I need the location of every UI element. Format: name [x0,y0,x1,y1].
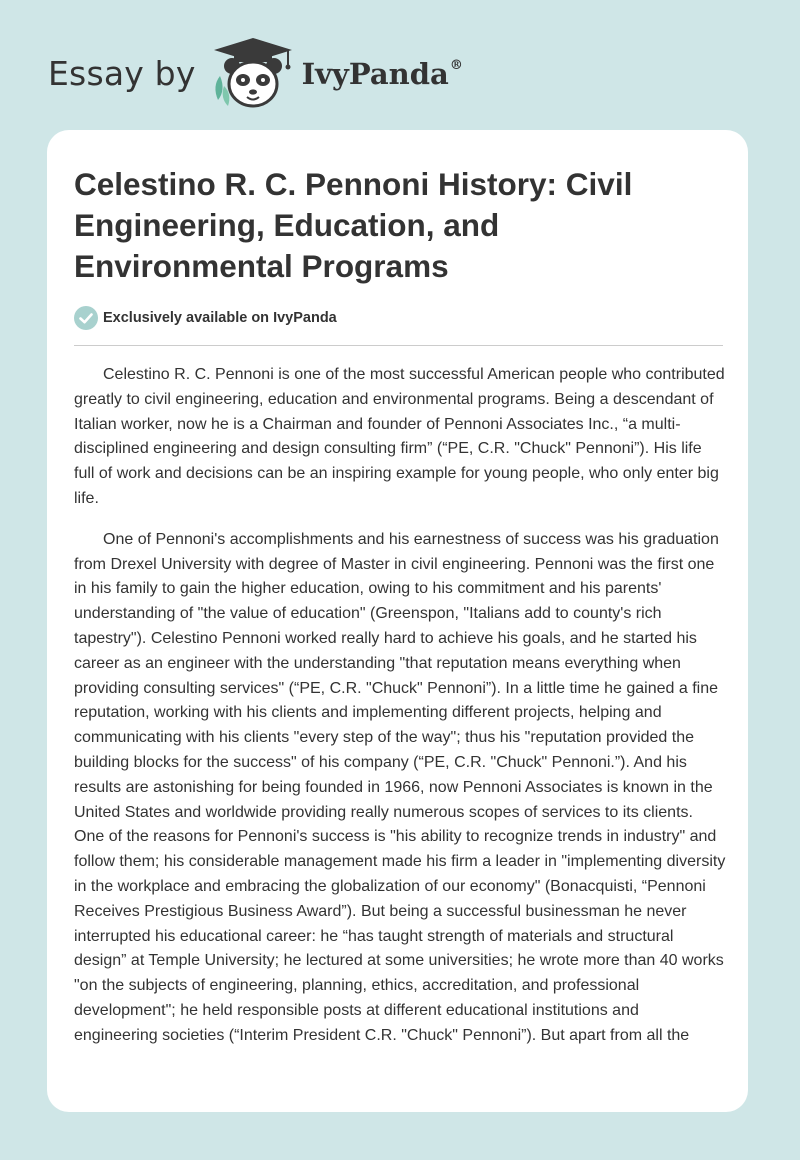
registered-mark: ® [449,58,463,74]
essay-body [74,363,726,1065]
essay-by-label: Essay by [48,53,196,93]
exclusive-badge [74,306,337,330]
check-circle-icon [74,306,98,330]
divider [74,345,723,346]
exclusive-badge-text: Exclusively available on IvyPanda [103,310,337,326]
brand-name[interactable]: IvyPanda® [301,57,463,91]
page-title: Celestino R. C. Pennoni History: Civil Engineering, Education, and Environmental Programs [74,166,633,284]
site-header [48,36,463,110]
paragraph-1: Celestino R. C. Pennoni is one of the most successful American people who contributed greatly to civil engineering, education and environmental programs. Being a descendant of Italian worker, now he is a Chairman and founder of Pennoni Associates Inc., “a multi-disciplined engineering and design consulting firm” (“PE, C.R. "Chuck" Pennoni”). His life full of work and decisions can be an inspiring example for young people, who only enter big life. [74,366,725,507]
essay-card [47,130,748,1112]
paragraph-2: One of Pennoni's accomplishments and his earnestness of success was his graduation from Drexel University with degree of Master in civil engineering. Pennoni was the first one in his family to gain the higher education, owing to his commitment and his parents' understanding of "the value of education" (Greenspon, "Italians add to county's rich tapestry"). Celestino Pennoni worked really hard to achieve his goals, and he started his career as an engineer with the understanding "that reputation means everything when providing consulting services" (“PE, C.R. "Chuck" Pennoni”). In a little time he gained a fine reputation, working with his clients and implementing different projects, helping and communicating with his clients "every step of the way"; thus his "reputation provided the building blocks for the success" of his company (“PE, C.R. "Chuck" Pennoni.”). And his results are astonishing for being founded in 1966, now Pennoni Associates is known in the United States and worldwide providing really numerous scopes of services to its clients. One of the reasons for Pennoni's success is "his ability to recognize trends in industry" and follow them; his considerable management made his firm a leader in "implementing diversity in the workplace and embracing the globalization of our economy" (Bonacquisti, “Pennoni Receives Prestigious Business Award”). But being a successful businessman he never interrupted his educational career: he “has taught strength of materials and structural design” at Temple University; he lectured at some universities; he wrote more than 40 works "on the subjects of engineering, planning, ethics, accreditation, and professional development"; he held responsible posts at different educational institutions and engineering societies (“Interim President C.R. "Chuck" Pennoni”). But apart from all the [74,530,726,1044]
panda-graduate-icon[interactable] [210,36,296,110]
